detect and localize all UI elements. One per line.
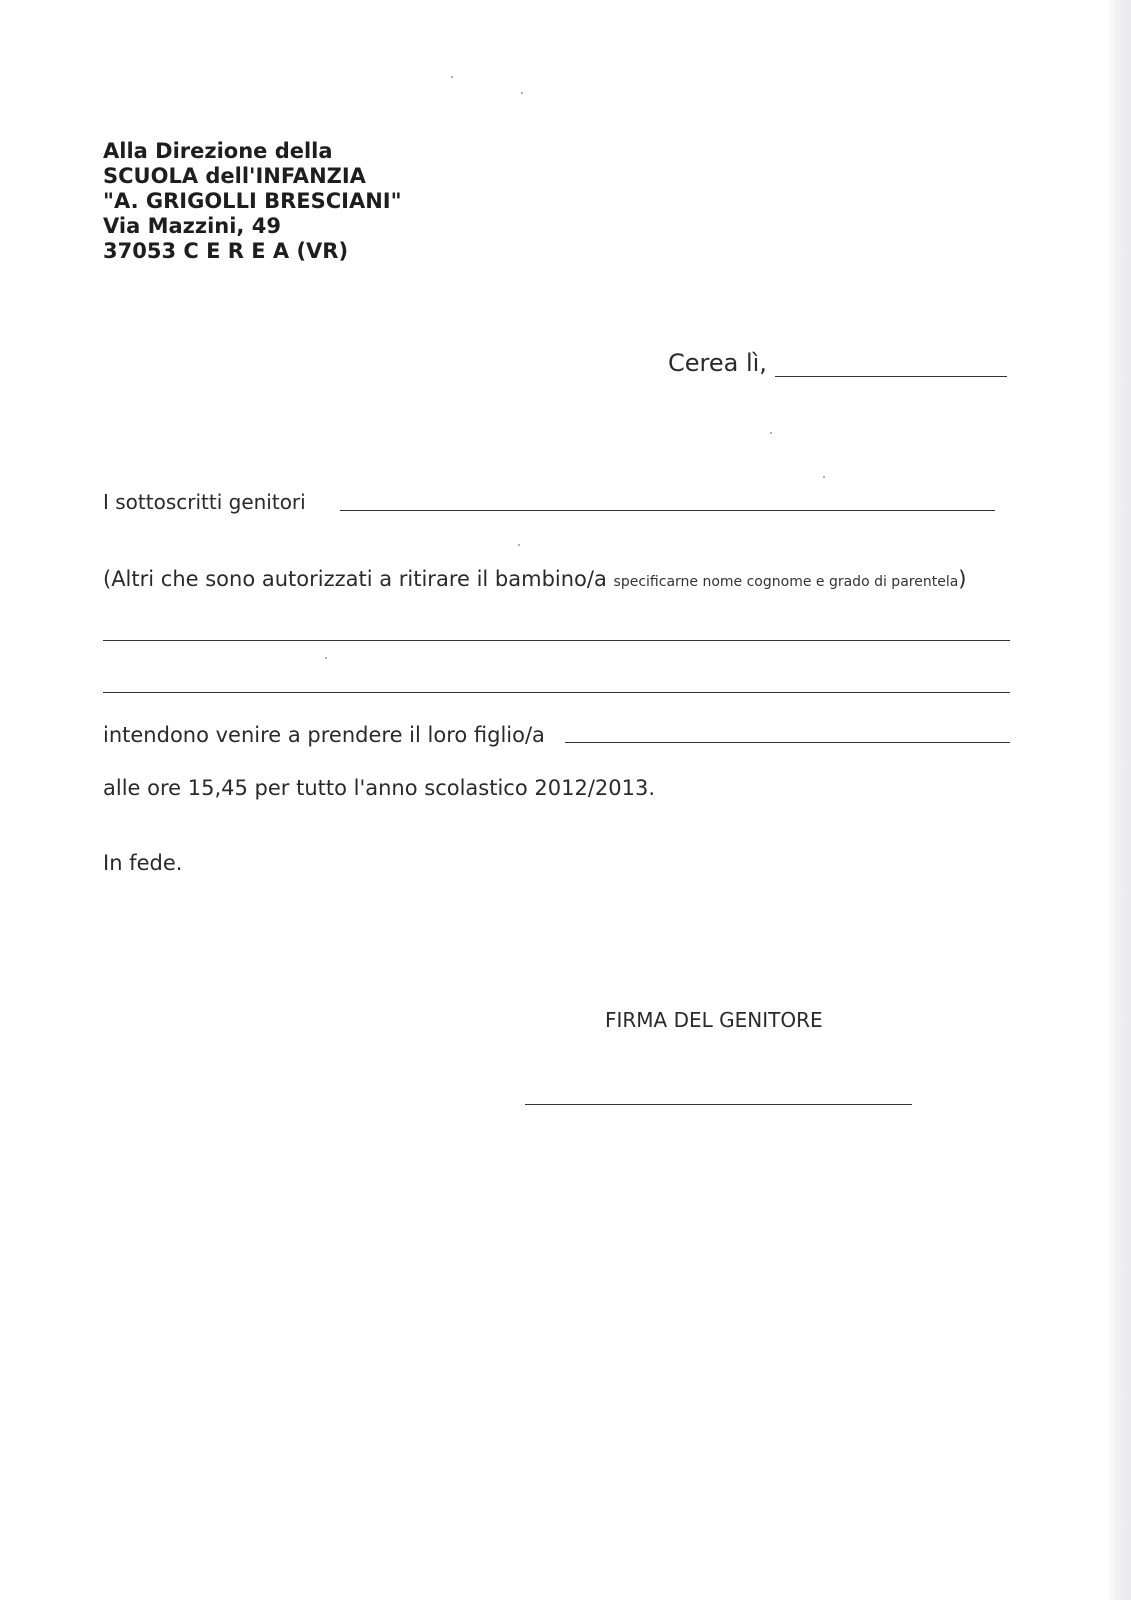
address-line-1: Alla Direzione della	[103, 139, 333, 163]
others-authorized-label	[103, 567, 967, 591]
child-label: intendono venire a prendere il loro figlio/a	[103, 723, 545, 747]
child-field-line[interactable]	[565, 742, 1010, 743]
others-field-line-2[interactable]	[103, 692, 1010, 693]
scan-speck	[770, 432, 772, 434]
address-line-2: SCUOLA dell'INFANZIA	[103, 164, 366, 188]
others-label-text: (Altri che sono autorizzati a ritirare il bambino/a	[103, 567, 607, 591]
scan-speck	[518, 544, 520, 546]
others-field-line-1[interactable]	[103, 640, 1010, 641]
recipient-address	[103, 139, 402, 264]
parents-field-line[interactable]	[340, 510, 995, 511]
address-line-4: Via Mazzini, 49	[103, 214, 281, 238]
signature-label: FIRMA DEL GENITORE	[605, 1008, 823, 1032]
signature-field-line[interactable]	[525, 1104, 912, 1105]
others-label-close: )	[958, 567, 967, 591]
scan-speck	[451, 76, 453, 78]
closing-text: In fede.	[103, 851, 183, 875]
date-field-line[interactable]	[775, 376, 1007, 377]
date-label: Cerea lì,	[668, 349, 767, 377]
scan-speck	[325, 657, 327, 659]
scan-edge-shadow	[1107, 0, 1131, 1600]
scan-speck	[521, 92, 523, 94]
address-line-5: 37053 C E R E A (VR)	[103, 239, 349, 263]
scan-speck	[823, 476, 825, 478]
time-statement: alle ore 15,45 per tutto l'anno scolastico 2012/2013.	[103, 776, 656, 800]
address-line-3: "A. GRIGOLLI BRESCIANI"	[103, 189, 402, 213]
parents-label: I sottoscritti genitori	[103, 490, 306, 514]
others-label-hint: specificarne nome cognome e grado di parentela	[613, 574, 959, 590]
